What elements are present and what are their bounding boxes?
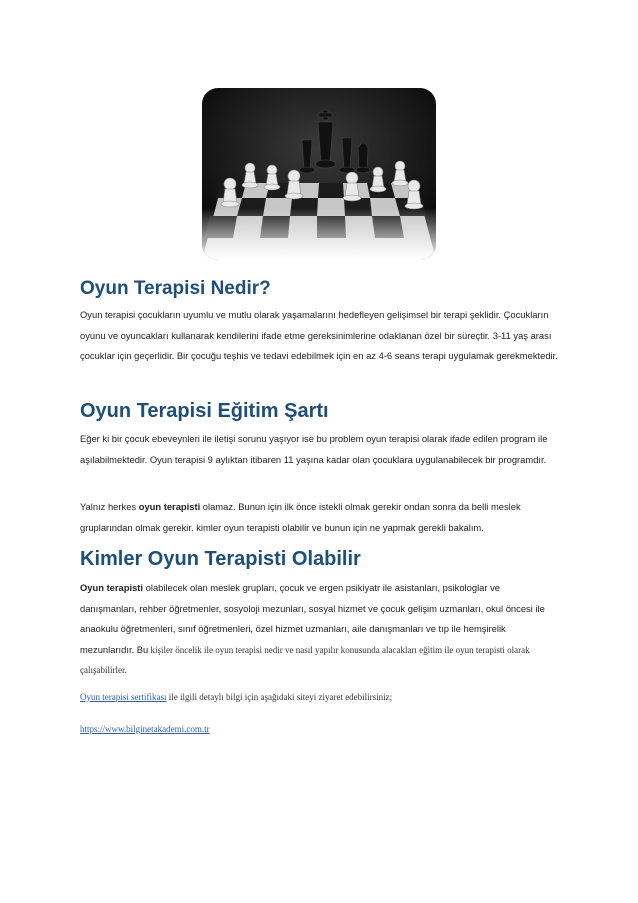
website-url-line	[80, 719, 558, 740]
paragraph-egitim-2-pre: Yalnız herkes	[80, 501, 139, 512]
certificate-link[interactable]: Oyun terapisi sertifikası	[80, 692, 167, 702]
website-url-link[interactable]: https://www.bilginetakademi.com.tr	[80, 724, 210, 734]
paragraph-egitim-2-post: olamaz. Bunun için ilk önce istekli olmak gerekir ondan sonra da belli meslek gruplarından olmak gerekir. kimler oyun terapisti olabilir ve bunun için ne yapmak gerekli bakalım.	[80, 501, 521, 533]
paragraph-kimler	[80, 578, 558, 681]
certificate-suffix: ile ilgili detaylı bilgi için aşağıdaki siteyi ziyaret edebilirsiniz;	[166, 692, 393, 702]
heading-oyun-terapisi-nedir: Oyun Terapisi Nedir?	[80, 278, 271, 299]
heading-egitim-sarti: Oyun Terapisi Eğitim Şartı	[80, 400, 329, 422]
bold-oyun-terapisti-2: Oyun terapisti	[80, 582, 144, 593]
bold-oyun-terapisti: oyun terapisti	[138, 501, 201, 512]
paragraph-egitim-2	[80, 497, 558, 538]
paragraph-kimler-rest: olabilecek olan meslek grupları, çocuk ve ergen psikiyatr ile asistanları, psikologlar ve danışmanları, rehber öğretmenler, sosyoloji mezunları, sosyal hizmet ve çocuk gelişim uzmanları, okul öncesi ile anaokulu öğretmenleri, sınıf öğretmenleri, özel hizmet uzmanları, aile danışmanları ve tıp ile hemşirelik mezunlarıdır. Bu	[80, 582, 545, 655]
paragraph-nedir: Oyun terapisi çocukların uyumlu ve mutlu olarak yaşamalarını hedefleyen gelişimsel bir terapi şeklidir. Çocukların oyunu ve oyuncakları kullanarak kendilerini ifade etme gereksinimlerine odaklanan özel bir süreçtir. 3-11 yaş arası çocuklar için geçerlidir. Bir çocuğu teşhis ve tedavi edebilmek için en az 4-6 seans terapi uygulamak gerekmektedir.	[80, 309, 558, 361]
paragraph-kimler-serif: kişiler öncelik ile oyun terapisi nedir ve nasıl yapılır konusunda alacakları eğitim ile oyun terapisti olarak çalışabilirler.	[80, 644, 530, 675]
certificate-paragraph	[80, 687, 558, 708]
chess-hero-image	[202, 88, 436, 260]
heading-kimler-olabilir: Kimler Oyun Terapisti Olabilir	[80, 548, 361, 570]
paragraph-egitim-1: Eğer ki bir çocuk ebeveynleri ile iletişi sorunu yaşıyor ise bu problem oyun terapisi olarak ifade edilen program ile aşılabilmektedir. Oyun terapisi 9 aylıktan itibaren 11 yaşına kadar olan çocuklara uygulanabilecek bir programdır.	[80, 433, 548, 465]
